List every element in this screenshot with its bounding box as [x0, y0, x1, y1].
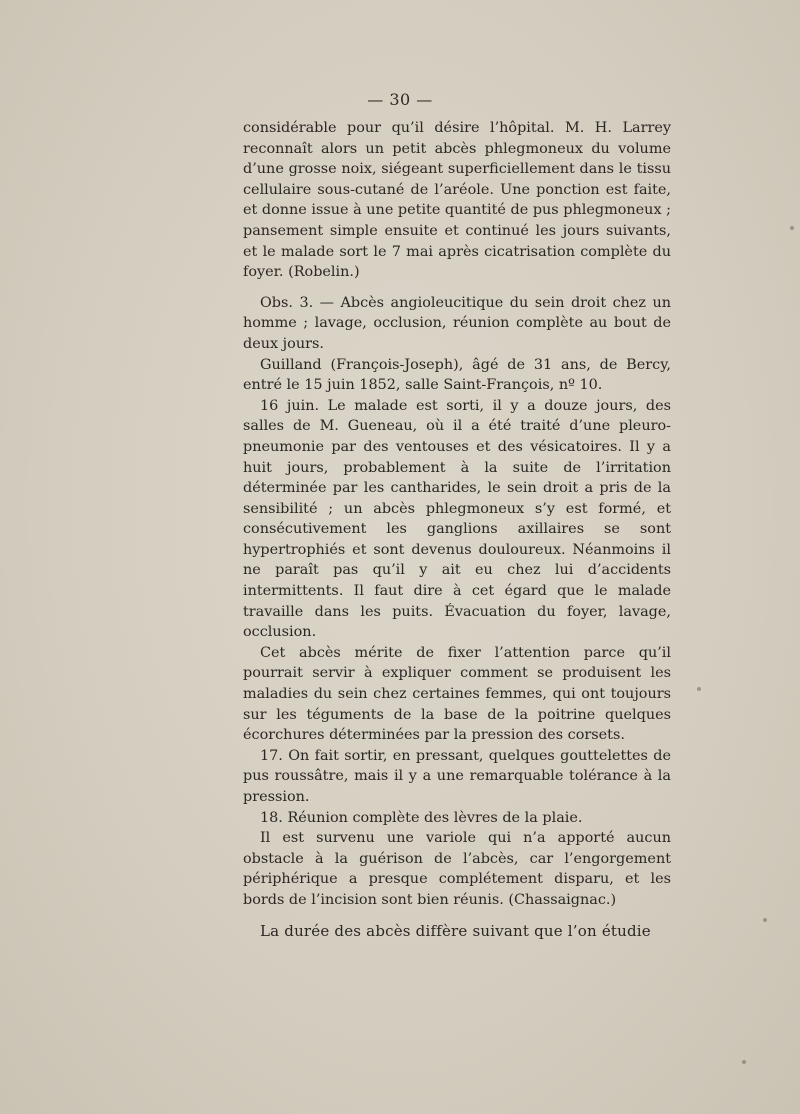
paragraph-continuation: considérable pour qu’il désire l’hôpital. M. H. Larrey reconnaît alors un petit abcès phlegmoneux du volume d’une grosse noix, siégeant superficiellement dans le tissu cellulaire sous-cutané de l’aréole. Une ponction est faite, et donne issue à une petite quantité de pus phlegmoneux ; pansement simple ensuite et continué les jours suivants, et le malade sort le 7 mai après cicatrisation complète du foyer. (Robelin.) [243, 120, 671, 281]
paper-speck [790, 226, 794, 230]
body-text [243, 118, 671, 941]
page-number: — 30 — [367, 90, 433, 109]
paper-speck [763, 918, 767, 922]
paper-speck [697, 687, 701, 691]
patient-intro-paragraph: Guilland (François-Joseph), âgé de 31 ans, de Bercy, entré le 15 juin 1852, salle Saint-François, nº 10. [243, 356, 671, 394]
observation-heading: Obs. 3. — Abcès angioleucitique du sein droit chez un homme ; lavage, occlusion, réunion complète au bout de deux jours. [243, 294, 671, 352]
closing-line: La durée des abcès diffère suivant que l’on étudie [260, 921, 651, 940]
paper-speck [742, 1060, 746, 1064]
june-18-paragraph: 18. Réunion complète des lèvres de la plaie. [260, 809, 583, 826]
june-17-paragraph: 17. On fait sortir, en pressant, quelques gouttelettes de pus roussâtre, mais il y a une remarquable tolérance à la pression. [243, 747, 671, 805]
june-16-paragraph: 16 juin. Le malade est sorti, il y a douze jours, des salles de M. Gueneau, où il a été traité d’une pleuro-pneumonie par des ventouses et des vésicatoires. Il y a huit jours, probablement à la suite de l’irritation déterminée par les cantharides, le sein droit a pris de la sensibilité ; un abcès phlegmoneux s’y est formé, et consécutivement les ganglions axillaires se sont hypertrophiés et sont devenus douloureux. Néanmoins il ne paraît pas qu’il y ait eu chez lui d’accidents intermittents. Il faut dire à cet égard que le malade travaille dans les puits. Évacuation du foyer, lavage, occlusion. [243, 397, 671, 641]
variole-paragraph: Il est survenu une variole qui n’a apporté aucun obstacle à la guérison de l’abcès, car l’engorgement périphérique a presque complétement disparu, et les bords de l’incision sont bien réunis. (Chassaignac.) [243, 830, 671, 908]
commentary-paragraph: Cet abcès mérite de fixer l’attention parce qu’il pourrait servir à expliquer comment se produisent les maladies du sein chez certaines femmes, qui ont toujours sur les téguments de la base de la poitrine quelques écorchures déterminées par la pression des corsets. [243, 644, 671, 744]
